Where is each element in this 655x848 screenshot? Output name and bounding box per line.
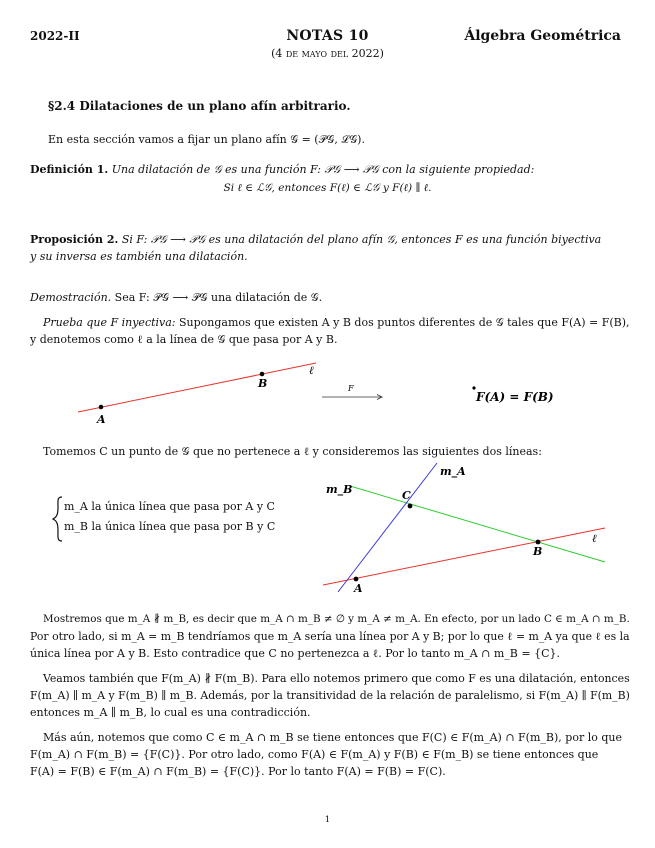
label-c: C — [402, 489, 411, 502]
proposition-text: Si F: 𝒫𝒢 ⟶ 𝒫𝒢 es una dilatación del plano afín 𝒢, entonces F es una función biyectiva — [121, 233, 602, 246]
point-a — [354, 577, 359, 582]
proposition — [30, 231, 601, 248]
label-ma: m_A — [440, 465, 466, 478]
line-ma — [338, 463, 437, 592]
label-a: A — [97, 413, 106, 426]
intro-text: En esta sección vamos a fijar un plano afín 𝒢 = (𝒫𝒢, ℒ𝒢). — [48, 133, 365, 146]
para2-line2: F(m_A) ∥ m_A y F(m_B) ∥ m_B. Además, por la transitividad de la relación de paralelismo, si F(m_A) ∥ F(m_B) — [30, 689, 630, 702]
line-ma-def: m_A la única línea que pasa por A y C — [64, 500, 275, 513]
figure-lines-ma-mb — [300, 460, 630, 595]
proof-start — [30, 289, 322, 306]
notes-title: NOTAS 10 — [286, 28, 369, 44]
label-l: ℓ — [592, 532, 597, 545]
injective-label: Prueba que F inyectiva: — [43, 316, 176, 329]
section-title: §2.4 Dilataciones de un plano afín arbitrario. — [48, 99, 351, 113]
injective-line-1 — [43, 314, 630, 331]
para2-line3: entonces m_A ∥ m_B, lo cual es una contradicción. — [30, 706, 311, 719]
proof-start-text: Sea F: 𝒫𝒢 ⟶ 𝒫𝒢 una dilatación de 𝒢. — [114, 291, 323, 304]
arrow-label: F — [348, 384, 354, 393]
point-c — [408, 504, 413, 509]
label-mb: m_B — [326, 483, 353, 496]
point-a — [99, 405, 104, 410]
para3-line2: F(m_A) ∩ F(m_B) = {F(C)}. Por otro lado, como F(A) ∈ F(m_A) y F(B) ∈ F(m_B) se tiene entonces que — [30, 748, 599, 761]
line-mb-def: m_B la única línea que pasa por B y C — [64, 520, 276, 533]
para2-line1: Veamos también que F(m_A) ∦ F(m_B). Para ello notemos primero que como F es una dilatación, entonces — [43, 672, 630, 685]
definition-text: Una dilatación de 𝒢 es una función F: 𝒫𝒢 ⟶ 𝒫𝒢 con la siguiente propiedad: — [111, 163, 535, 176]
line-l — [78, 363, 316, 412]
semester-label: 2022-II — [30, 29, 80, 43]
notes-date: (4 de mayo del 2022) — [271, 47, 384, 60]
take-c-text: Tomemos C un punto de 𝒢 que no pertenece a ℓ y consideremos las siguientes dos líneas: — [43, 445, 542, 458]
proposition-label: Proposición 2. — [30, 233, 119, 246]
proof-label: Demostración. — [30, 291, 112, 304]
label-b: B — [533, 545, 543, 558]
definition — [30, 161, 534, 178]
definition-label: Definición 1. — [30, 163, 109, 176]
definition-property: Si ℓ ∈ ℒ𝒢, entonces F(ℓ) ∈ ℒ𝒢 y F(ℓ) ∥ ℓ. — [223, 182, 432, 194]
para3-line1: Más aún, notemos que como C ∈ m_A ∩ m_B se tiene entonces que F(C) ∈ F(m_A) ∩ F(m_B), por lo que — [43, 731, 622, 744]
course-name: Álgebra Geométrica — [464, 28, 621, 44]
proposition-text-2: y su inversa es también una dilatación. — [30, 250, 248, 263]
para1-line1: Mostremos que m_A ∦ m_B, es decir que m_A ∩ m_B ≠ ∅ y m_A ≠ m_A. En efecto, por un lado C ∈ m_A ∩ m_B. — [43, 613, 630, 625]
injective-line-2: y denotemos como ℓ a la línea de 𝒢 que pasa por A y B. — [30, 333, 338, 346]
label-l: ℓ — [309, 364, 314, 377]
line-mb — [350, 486, 605, 562]
figure-line-ab — [0, 355, 655, 430]
point-b — [260, 372, 265, 377]
label-a: A — [354, 582, 363, 595]
label-fa-fb: F(A) = F(B) — [476, 390, 554, 404]
point-b — [536, 540, 541, 545]
injective-text: Supongamos que existen A y B dos puntos diferentes de 𝒢 tales que F(A) = F(B), — [179, 316, 630, 329]
brace-icon — [51, 495, 65, 543]
para3-line3: F(A) = F(B) ∈ F(m_A) ∩ F(m_B) = {F(C)}. Por lo tanto F(A) = F(B) = F(C). — [30, 765, 446, 778]
para1-line2: Por otro lado, si m_A = m_B tendríamos que m_A sería una línea por A y B; por lo que ℓ = m_A ya que ℓ es la — [30, 630, 630, 643]
page-number: 1 — [324, 815, 331, 825]
label-b: B — [258, 377, 268, 390]
para1-line3: única línea por A y B. Esto contradice que C no pertenezca a ℓ. Por lo tanto m_A ∩ m_B = {C}. — [30, 647, 560, 660]
